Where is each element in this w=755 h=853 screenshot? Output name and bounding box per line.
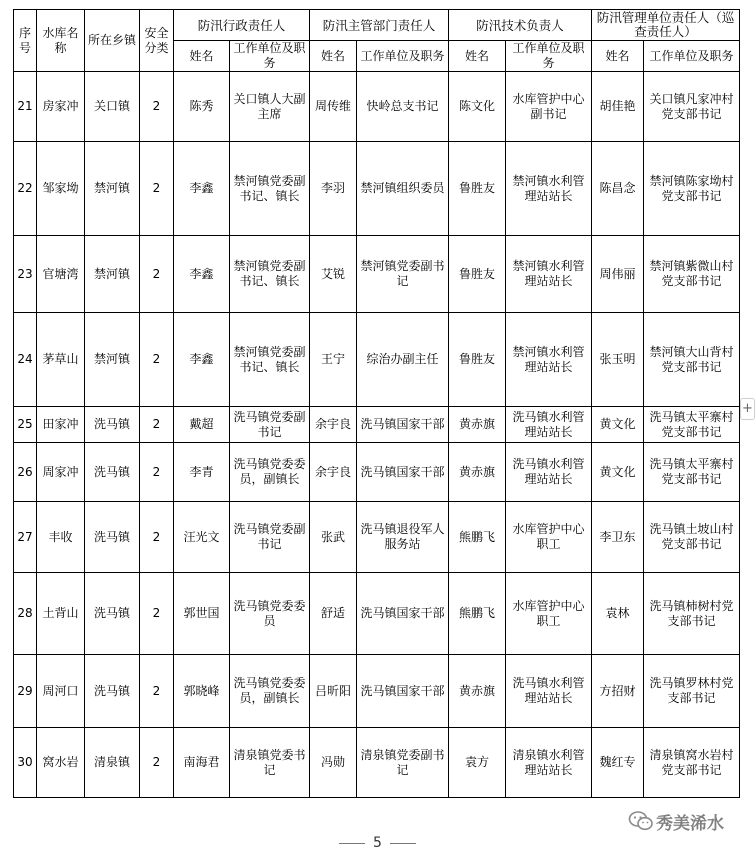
header-township: 所在乡镇 bbox=[85, 10, 140, 72]
row-dept-unit: 洗马镇国家干部 bbox=[357, 573, 449, 655]
row-admin-name: 李鑫 bbox=[174, 313, 230, 407]
row-mgmt-name: 张玉明 bbox=[592, 313, 644, 407]
row-reservoir: 丰收 bbox=[37, 502, 85, 573]
row-dept-name: 李羽 bbox=[310, 142, 357, 236]
row-admin-name: 戴超 bbox=[174, 407, 230, 443]
row-admin-name: 郭世国 bbox=[174, 573, 230, 655]
row-tech-unit: 洗马镇水利管理站站长 bbox=[506, 407, 592, 443]
row-tech-unit: 洗马镇水利管理站站长 bbox=[506, 655, 592, 728]
row-township: 禁河镇 bbox=[85, 313, 140, 407]
row-tech-unit: 禁河镇水利管理站站长 bbox=[506, 236, 592, 313]
row-reservoir: 窝水岩 bbox=[37, 728, 85, 798]
row-tech-unit: 禁河镇水利管理站站长 bbox=[506, 142, 592, 236]
row-reservoir: 官塘湾 bbox=[37, 236, 85, 313]
row-admin-unit: 禁河镇党委副书记、镇长 bbox=[230, 142, 310, 236]
row-mgmt-unit: 洗马镇太平寨村党支部书记 bbox=[644, 407, 740, 443]
row-seq: 23 bbox=[14, 236, 37, 313]
row-township: 洗马镇 bbox=[85, 573, 140, 655]
watermark bbox=[628, 808, 753, 832]
header-tech-unit: 工作单位及职务 bbox=[506, 41, 592, 72]
row-safety-class: 2 bbox=[140, 573, 174, 655]
row-admin-name: 陈秀 bbox=[174, 72, 230, 142]
row-admin-name: 南海君 bbox=[174, 728, 230, 798]
row-dept-name: 艾锐 bbox=[310, 236, 357, 313]
header-tech-group: 防汛技术负责人 bbox=[449, 10, 592, 41]
header-mgmt-group: 防汛管理单位责任人（巡查责任人） bbox=[592, 10, 740, 41]
table-row bbox=[14, 313, 740, 407]
row-mgmt-unit: 洗马镇罗林村党支部书记 bbox=[644, 655, 740, 728]
row-mgmt-unit: 清泉镇窝水岩村党支部书记 bbox=[644, 728, 740, 798]
row-mgmt-name: 黄文化 bbox=[592, 443, 644, 502]
header-tech-name: 姓名 bbox=[449, 41, 506, 72]
table-row bbox=[14, 655, 740, 728]
row-tech-name: 陈文化 bbox=[449, 72, 506, 142]
row-dept-name: 余宇良 bbox=[310, 443, 357, 502]
row-tech-unit: 洗马镇水利管理站站长 bbox=[506, 443, 592, 502]
row-admin-unit: 洗马镇党委副书记 bbox=[230, 502, 310, 573]
row-seq: 24 bbox=[14, 313, 37, 407]
row-reservoir: 茅草山 bbox=[37, 313, 85, 407]
row-tech-unit: 禁河镇水利管理站站长 bbox=[506, 313, 592, 407]
row-mgmt-name: 李卫东 bbox=[592, 502, 644, 573]
table-row bbox=[14, 502, 740, 573]
row-dept-unit: 禁河镇组织委员 bbox=[357, 142, 449, 236]
row-mgmt-unit: 禁河镇紫微山村党支部书记 bbox=[644, 236, 740, 313]
row-reservoir: 房家冲 bbox=[37, 72, 85, 142]
header-safety-class: 安全分类 bbox=[140, 10, 174, 72]
row-dept-unit: 快岭总支书记 bbox=[357, 72, 449, 142]
header-dept-unit: 工作单位及职务 bbox=[357, 41, 449, 72]
row-admin-unit: 洗马镇党委副书记 bbox=[230, 407, 310, 443]
row-tech-name: 黄赤旗 bbox=[449, 443, 506, 502]
row-dept-unit: 洗马镇国家干部 bbox=[357, 443, 449, 502]
row-reservoir: 周河口 bbox=[37, 655, 85, 728]
row-mgmt-unit: 洗马镇太平寨村党支部书记 bbox=[644, 443, 740, 502]
row-dept-name: 王宁 bbox=[310, 313, 357, 407]
header-admin-group: 防汛行政责任人 bbox=[174, 10, 310, 41]
row-tech-unit: 水库管护中心副书记 bbox=[506, 72, 592, 142]
row-dept-unit: 洗马镇退役军人服务站 bbox=[357, 502, 449, 573]
row-township: 清泉镇 bbox=[85, 728, 140, 798]
row-seq: 29 bbox=[14, 655, 37, 728]
watermark-text: 秀美浠水 bbox=[656, 814, 724, 834]
row-mgmt-name: 陈昌念 bbox=[592, 142, 644, 236]
row-seq: 22 bbox=[14, 142, 37, 236]
row-safety-class: 2 bbox=[140, 407, 174, 443]
row-dept-name: 冯勋 bbox=[310, 728, 357, 798]
expand-button[interactable]: + bbox=[740, 398, 755, 420]
row-admin-name: 李青 bbox=[174, 443, 230, 502]
row-dept-unit: 清泉镇党委副书记 bbox=[357, 728, 449, 798]
row-mgmt-unit: 关口镇凡家冲村党支部书记 bbox=[644, 72, 740, 142]
page-dash-left bbox=[339, 843, 365, 844]
row-tech-name: 黄赤旗 bbox=[449, 655, 506, 728]
row-dept-name: 余宇良 bbox=[310, 407, 357, 443]
row-safety-class: 2 bbox=[140, 443, 174, 502]
row-tech-unit: 水库管护中心职工 bbox=[506, 502, 592, 573]
row-reservoir: 周家冲 bbox=[37, 443, 85, 502]
row-dept-unit: 洗马镇国家干部 bbox=[357, 655, 449, 728]
row-township: 洗马镇 bbox=[85, 502, 140, 573]
row-tech-name: 鲁胜友 bbox=[449, 142, 506, 236]
row-safety-class: 2 bbox=[140, 502, 174, 573]
row-township: 洗马镇 bbox=[85, 655, 140, 728]
header-seq: 序号 bbox=[14, 10, 37, 72]
table-row bbox=[14, 142, 740, 236]
row-safety-class: 2 bbox=[140, 313, 174, 407]
table-row bbox=[14, 443, 740, 502]
header-mgmt-name: 姓名 bbox=[592, 41, 644, 72]
row-admin-name: 郭晓峰 bbox=[174, 655, 230, 728]
row-admin-name: 汪光文 bbox=[174, 502, 230, 573]
row-tech-name: 熊鹏飞 bbox=[449, 502, 506, 573]
row-admin-name: 李鑫 bbox=[174, 142, 230, 236]
row-reservoir: 土背山 bbox=[37, 573, 85, 655]
header-dept-name: 姓名 bbox=[310, 41, 357, 72]
row-township: 洗马镇 bbox=[85, 443, 140, 502]
row-safety-class: 2 bbox=[140, 655, 174, 728]
row-reservoir: 邹家坳 bbox=[37, 142, 85, 236]
row-township: 关口镇 bbox=[85, 72, 140, 142]
row-tech-name: 熊鹏飞 bbox=[449, 573, 506, 655]
row-tech-name: 鲁胜友 bbox=[449, 313, 506, 407]
row-tech-name: 黄赤旗 bbox=[449, 407, 506, 443]
row-township: 洗马镇 bbox=[85, 407, 140, 443]
row-admin-unit: 清泉镇党委书记 bbox=[230, 728, 310, 798]
page-dash-right bbox=[390, 843, 416, 844]
row-tech-unit: 水库管护中心职工 bbox=[506, 573, 592, 655]
row-mgmt-name: 袁林 bbox=[592, 573, 644, 655]
header-admin-name: 姓名 bbox=[174, 41, 230, 72]
row-mgmt-name: 黄文化 bbox=[592, 407, 644, 443]
row-township: 禁河镇 bbox=[85, 236, 140, 313]
row-admin-unit: 洗马镇党委委员，副镇长 bbox=[230, 443, 310, 502]
row-mgmt-name: 周伟丽 bbox=[592, 236, 644, 313]
row-tech-unit: 清泉镇水利管理站站长 bbox=[506, 728, 592, 798]
row-dept-unit: 禁河镇党委副书记 bbox=[357, 236, 449, 313]
table-row bbox=[14, 72, 740, 142]
row-safety-class: 2 bbox=[140, 728, 174, 798]
row-admin-unit: 关口镇人大副主席 bbox=[230, 72, 310, 142]
row-mgmt-name: 方招财 bbox=[592, 655, 644, 728]
header-mgmt-unit: 工作单位及职务 bbox=[644, 41, 740, 72]
row-admin-unit: 禁河镇党委副书记、镇长 bbox=[230, 313, 310, 407]
row-tech-name: 鲁胜友 bbox=[449, 236, 506, 313]
row-dept-name: 吕昕阳 bbox=[310, 655, 357, 728]
row-mgmt-unit: 洗马镇土坡山村党支部书记 bbox=[644, 502, 740, 573]
row-dept-unit: 综治办副主任 bbox=[357, 313, 449, 407]
reservoir-responsibility-table bbox=[13, 9, 740, 798]
row-admin-unit: 洗马镇党委委员，副镇长 bbox=[230, 655, 310, 728]
row-seq: 26 bbox=[14, 443, 37, 502]
table-row bbox=[14, 573, 740, 655]
page-number-text: 5 bbox=[373, 835, 382, 851]
row-dept-name: 张武 bbox=[310, 502, 357, 573]
row-reservoir: 田家冲 bbox=[37, 407, 85, 443]
row-seq: 21 bbox=[14, 72, 37, 142]
header-admin-unit: 工作单位及职务 bbox=[230, 41, 310, 72]
row-mgmt-name: 胡佳艳 bbox=[592, 72, 644, 142]
row-safety-class: 2 bbox=[140, 236, 174, 313]
row-mgmt-unit: 禁河镇陈家坳村党支部书记 bbox=[644, 142, 740, 236]
row-admin-unit: 洗马镇党委委员 bbox=[230, 573, 310, 655]
table-row bbox=[14, 407, 740, 443]
page-number bbox=[0, 835, 755, 851]
row-safety-class: 2 bbox=[140, 72, 174, 142]
row-seq: 27 bbox=[14, 502, 37, 573]
row-mgmt-name: 魏红专 bbox=[592, 728, 644, 798]
row-mgmt-unit: 洗马镇柿树村党支部书记 bbox=[644, 573, 740, 655]
row-safety-class: 2 bbox=[140, 142, 174, 236]
row-admin-name: 李鑫 bbox=[174, 236, 230, 313]
row-dept-name: 周传维 bbox=[310, 72, 357, 142]
row-dept-unit: 洗马镇国家干部 bbox=[357, 407, 449, 443]
row-dept-name: 舒适 bbox=[310, 573, 357, 655]
row-township: 禁河镇 bbox=[85, 142, 140, 236]
row-tech-name: 袁方 bbox=[449, 728, 506, 798]
row-admin-unit: 禁河镇党委副书记、镇长 bbox=[230, 236, 310, 313]
row-seq: 30 bbox=[14, 728, 37, 798]
wechat-icon bbox=[628, 810, 654, 832]
row-seq: 28 bbox=[14, 573, 37, 655]
header-dept-group: 防汛主管部门责任人 bbox=[310, 10, 449, 41]
row-mgmt-unit: 禁河镇大山背村党支部书记 bbox=[644, 313, 740, 407]
row-seq: 25 bbox=[14, 407, 37, 443]
header-reservoir: 水库名称 bbox=[37, 10, 85, 72]
table-row bbox=[14, 728, 740, 798]
table-row bbox=[14, 236, 740, 313]
